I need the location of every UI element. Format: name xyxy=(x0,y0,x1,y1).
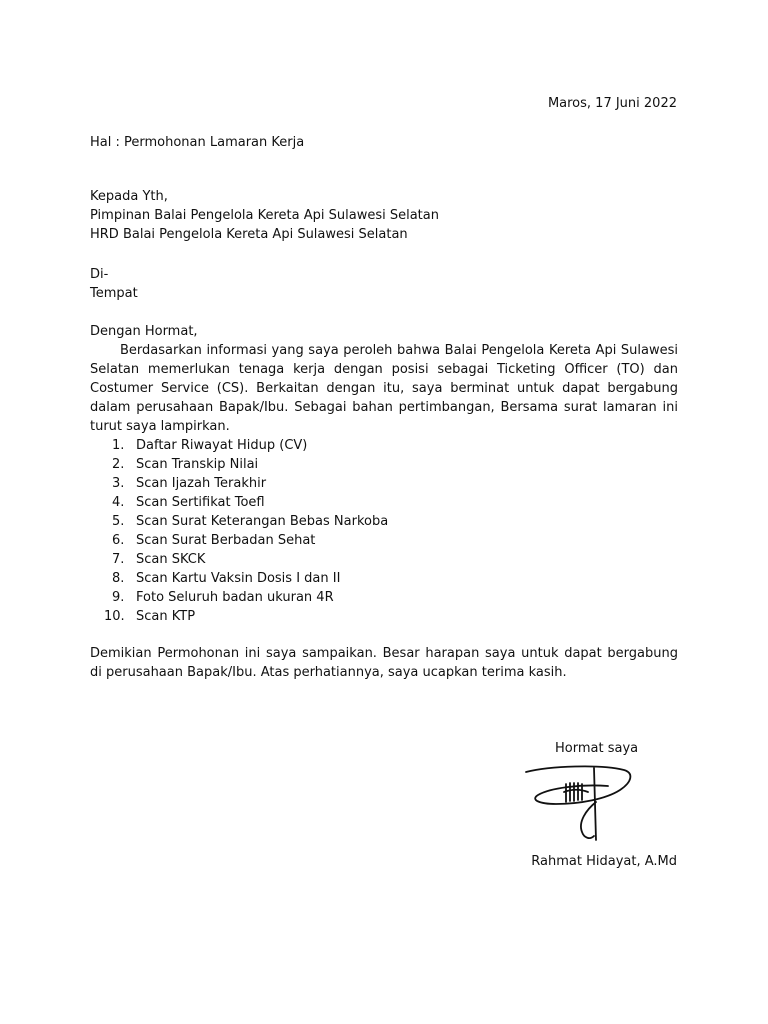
list-item-number: 8. xyxy=(112,571,125,586)
list-item xyxy=(90,436,490,455)
place-block xyxy=(90,265,678,303)
list-item-number: 9. xyxy=(112,590,125,605)
list-item-number: 2. xyxy=(112,457,125,472)
list-item-text: Scan KTP xyxy=(136,609,196,624)
list-item xyxy=(90,550,490,569)
list-item-number: 1. xyxy=(112,438,125,453)
list-item-text: Daftar Riwayat Hidup (CV) xyxy=(136,438,308,453)
body-paragraph: Berdasarkan informasi yang saya peroleh bahwa Balai Pengelola Kereta Api Sulawesi Selatan memerlukan tenaga kerja dengan posisi sebagai Ticketing Officer (TO) dan Costumer Service (CS). Berkaitan dengan itu, saya berminat untuk dapat bergabung dalam perusahaan Bapak/Ibu. Sebagai bahan pertimbangan, Bersama surat lamaran ini turut saya lampirkan. xyxy=(90,343,678,434)
list-item-text: Scan Kartu Vaksin Dosis I dan II xyxy=(136,571,341,586)
attachment-list xyxy=(90,436,490,626)
list-item-number: 7. xyxy=(112,552,125,567)
list-item-text: Scan Ijazah Terakhir xyxy=(136,476,267,491)
letter-subject: Hal : Permohonan Lamaran Kerja xyxy=(90,135,305,150)
list-item xyxy=(90,455,490,474)
place-prefix: Di- xyxy=(90,267,109,282)
list-item-text: Scan Sertifikat Toefl xyxy=(136,495,265,510)
list-item xyxy=(90,588,490,607)
list-item-number: 6. xyxy=(112,533,125,548)
list-item xyxy=(90,474,490,493)
recipient-greeting: Kepada Yth, xyxy=(90,189,168,204)
list-item-text: Scan Surat Berbadan Sehat xyxy=(136,533,316,548)
place-name: Tempat xyxy=(90,286,138,301)
list-item-text: Foto Seluruh badan ukuran 4R xyxy=(136,590,334,605)
list-item xyxy=(90,493,490,512)
list-item-text: Scan SKCK xyxy=(136,552,206,567)
signer-name: Rahmat Hidayat, A.Md xyxy=(531,854,677,869)
list-item-text: Scan Transkip Nilai xyxy=(136,457,259,472)
list-item-number: 4. xyxy=(112,495,125,510)
list-item-text: Scan Surat Keterangan Bebas Narkoba xyxy=(136,514,389,529)
handwritten-signature xyxy=(520,762,640,846)
closing-paragraph: Demikian Permohonan ini saya sampaikan. Besar harapan saya untuk dapat bergabung di perusahaan Bapak/Ibu. Atas perhatiannya, saya ucapkan terima kasih. xyxy=(90,646,678,680)
list-item xyxy=(90,569,490,588)
recipient-department: HRD Balai Pengelola Kereta Api Sulawesi Selatan xyxy=(90,227,408,242)
list-item-number: 3. xyxy=(112,476,125,491)
letter-date: Maros, 17 Juni 2022 xyxy=(547,96,677,111)
recipient-name: Pimpinan Balai Pengelola Kereta Api Sulawesi Selatan xyxy=(90,208,439,223)
recipient-block xyxy=(90,187,678,244)
sign-off: Hormat saya xyxy=(555,741,639,756)
salutation: Dengan Hormat, xyxy=(90,324,198,339)
list-item-number: 10. xyxy=(104,609,125,624)
list-item xyxy=(90,512,490,531)
list-item-number: 5. xyxy=(112,514,125,529)
list-item xyxy=(90,607,490,626)
list-item xyxy=(90,531,490,550)
